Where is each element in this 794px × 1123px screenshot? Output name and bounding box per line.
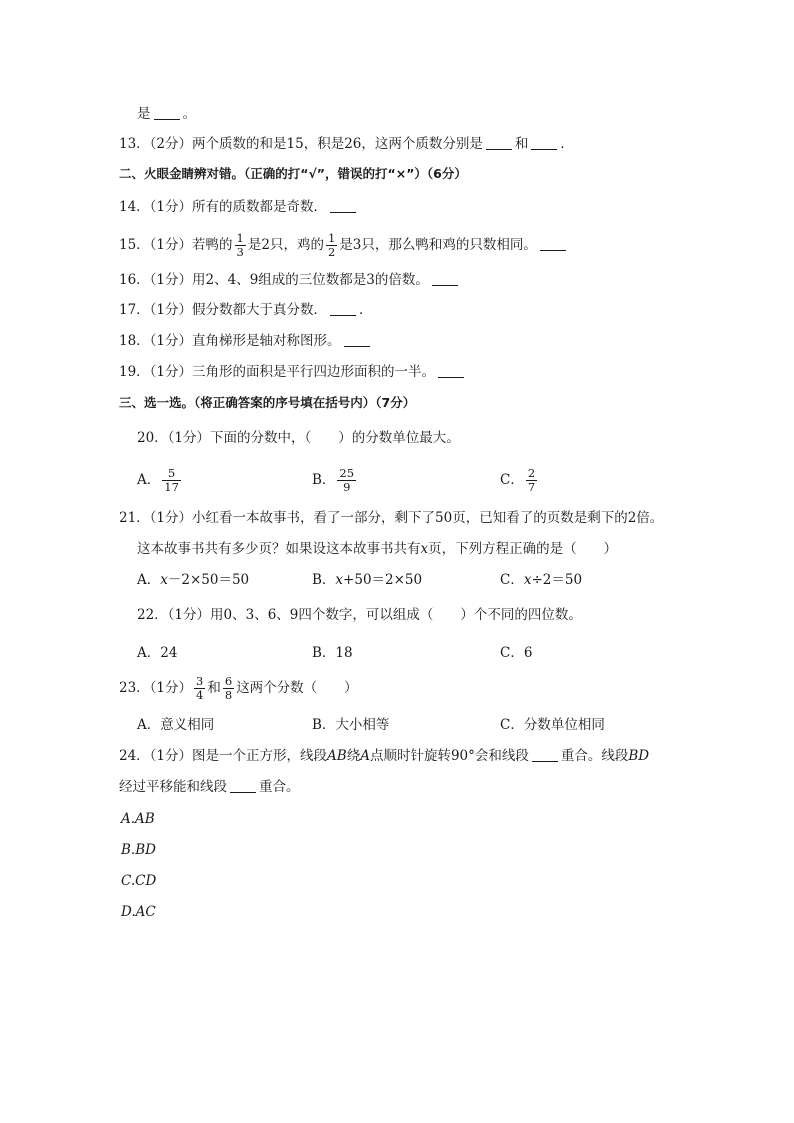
- q21-option-a[interactable]: A．x－2×50＝50: [137, 572, 250, 588]
- q24-option-c[interactable]: C.CD: [121, 873, 157, 889]
- q20-option-c[interactable]: C． $\frac{2}{7}$: [500, 466, 536, 494]
- q12-tail: 是 。: [137, 106, 196, 122]
- section-3-heading: 三、选一选。（将正确答案的序号填在括号内）（7分）: [119, 395, 416, 410]
- answer-blank[interactable]: [330, 198, 356, 213]
- fraction: $\frac{5}{17}$: [164, 466, 179, 494]
- fraction: $\frac{6}{8}$: [224, 674, 233, 702]
- q20-option-a[interactable]: A． $\frac{5}{17}$: [137, 466, 179, 494]
- question-18: 18．（1分）直角梯形是轴对称图形。: [119, 331, 373, 351]
- fraction: $\frac{3}{4}$: [196, 674, 204, 702]
- answer-blank[interactable]: [531, 135, 557, 150]
- fraction: $\frac{2}{7}$: [527, 466, 536, 494]
- answer-blank[interactable]: [532, 747, 558, 762]
- question-16: 16．（1分）用2、4、9组成的三位数都是3的倍数。: [119, 270, 461, 290]
- question-13: 13．（2分）两个质数的和是15，积是26，这两个质数分别是 和 ．: [119, 136, 574, 152]
- question-23: 23．（1分） $\frac{3}{4}$ 和 $\frac{6}{8}$ 这两个分数（ ）: [119, 674, 358, 702]
- q24-option-d[interactable]: D.AC: [121, 904, 156, 920]
- q24-option-b[interactable]: B.BD: [121, 842, 156, 858]
- q23-option-b[interactable]: B．大小相等: [312, 717, 390, 733]
- answer-blank[interactable]: [486, 135, 512, 150]
- q22-option-b[interactable]: B．18: [312, 645, 353, 661]
- answer-blank[interactable]: [540, 236, 566, 251]
- question-19: 19．（1分）三角形的面积是平行四边形面积的一半。: [119, 362, 467, 382]
- question-22: 22．（1分）用0、3、6、9四个数字，可以组成（ ）个不同的四位数。: [137, 607, 582, 623]
- q21-option-b[interactable]: B．x+50＝2×50: [312, 572, 423, 588]
- question-15: 15．（1分）若鸭的 $\frac{1}{3}$ 是2只，鸡的 $\frac{1}{2}$ 是3只，那么鸭和鸡的只数相同。: [119, 230, 569, 260]
- fraction: $\frac{25}{9}$: [339, 466, 355, 494]
- question-21-line1: 21．（1分）小红看一本故事书，看了一部分，剩下了50页，已知看了的页数是剩下的2倍。: [119, 510, 664, 526]
- answer-blank[interactable]: [438, 363, 464, 378]
- answer-blank[interactable]: [330, 301, 356, 316]
- q22-option-a[interactable]: A．24: [137, 645, 178, 661]
- q20-option-b[interactable]: B． $\frac{25}{9}$: [312, 466, 355, 494]
- answer-blank[interactable]: [344, 332, 370, 347]
- question-24-line2: 经过平移能和线段 重合。: [119, 779, 300, 795]
- q23-option-a[interactable]: A．意义相同: [137, 717, 215, 733]
- q23-option-c[interactable]: C．分数单位相同: [500, 717, 605, 733]
- question-21-line2: 这本故事书共有多少页？如果设这本故事书共有x页，下列方程正确的是（ ）: [137, 541, 618, 557]
- q22-option-c[interactable]: C．6: [500, 645, 533, 661]
- answer-blank[interactable]: [154, 105, 180, 120]
- fraction: $\frac{1}{2}$: [327, 231, 336, 259]
- question-17: 17．（1分）假分数都大于真分数． ．: [119, 302, 373, 318]
- section-2-heading: 二、火眼金睛辨对错。（正确的打“√”，错误的打“×”）（6分）: [119, 166, 467, 181]
- question-14: 14．（1分）所有的质数都是奇数．: [119, 197, 359, 217]
- q24-option-a[interactable]: A.AB: [121, 811, 155, 827]
- answer-blank[interactable]: [230, 778, 256, 793]
- question-20: 20．（1分）下面的分数中，（ ）的分数单位最大。: [137, 430, 460, 446]
- q21-option-c[interactable]: C．x÷2＝50: [500, 572, 583, 588]
- answer-blank[interactable]: [432, 271, 458, 286]
- fraction: $\frac{1}{3}$: [236, 231, 244, 259]
- question-24-line1: 24．（1分）图是一个正方形，线段AB绕A点顺时针旋转90°会和线段 重合。线段BD: [119, 748, 650, 764]
